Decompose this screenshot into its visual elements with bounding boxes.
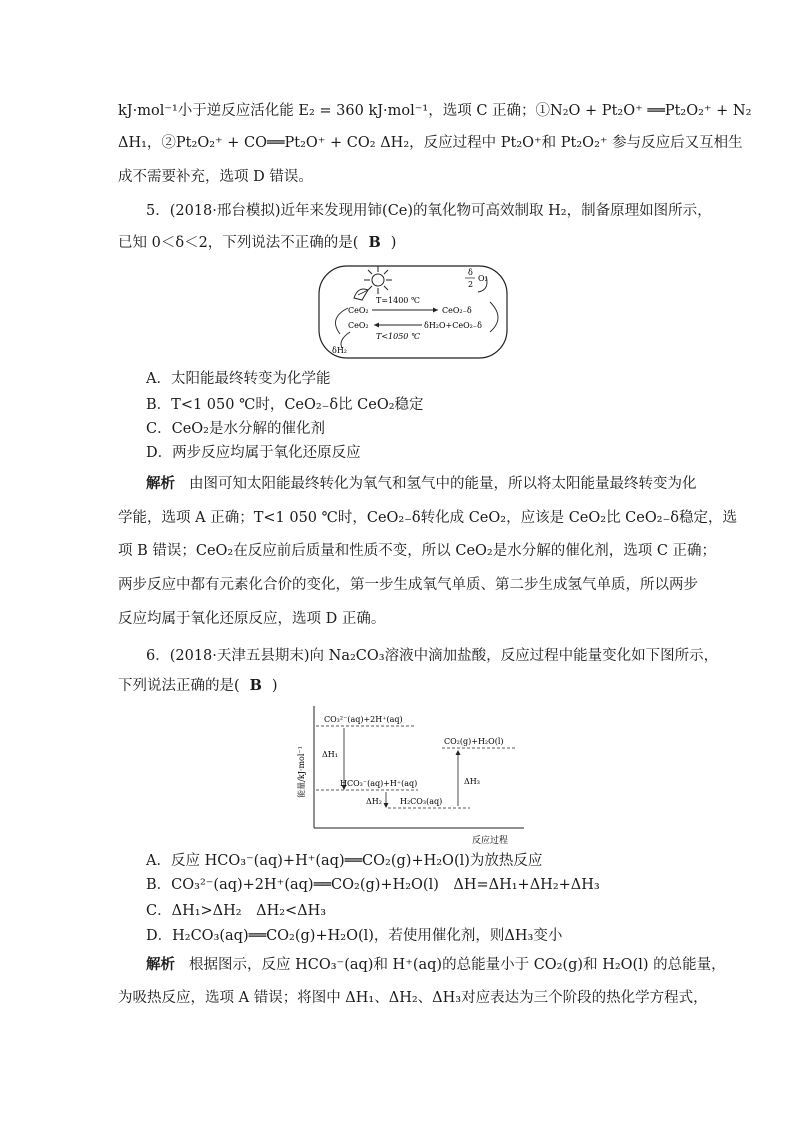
analysis-line: 反应均属于氧化还原反应，选项 D 正确。 [118,611,386,627]
temperature-low-label: T<1050 ℃ [376,332,420,341]
answer-mark: B [368,234,381,251]
cycle-arrow-right [490,302,498,332]
option-c: C．CeO₂是水分解的催化剂 [146,421,325,437]
analysis-text: 根据图示，反应 HCO₃⁻(aq)和 H⁺(aq)的总能量小于 CO₂(g)和 H₂O(l) 的总能量， [189,957,726,973]
level-label: CO₃²⁻(aq)+2H⁺(aq) [324,715,403,724]
option-a: A．反应 HCO₃⁻(aq)+H⁺(aq)══CO₂(g)+H₂O(l)为放热反应 [146,853,543,869]
question-text: 下列说法正确的是( [118,678,240,694]
o2-label: O₂ [478,274,488,283]
solar-dish-icon [354,289,368,300]
arrow-head [456,750,461,755]
option-d: D．H₂CO₃(aq)══CO₂(g)+H₂O(l)，若使用催化剂，则ΔH₃变小 [146,928,563,944]
analysis-text: 由图可知太阳能最终转化为氧气和氢气中的能量，所以将太阳能量最终转变为化 [189,476,697,492]
answer-mark: B [249,677,262,694]
question-5-stem: 5．(2018·邢台模拟)近年来发现用铈(Ce)的氧化物可高效制取 H₂，制备原理如图所示， [146,203,712,219]
temperature-high-label: T=1400 ℃ [376,296,420,305]
o2-fraction-numerator: δ [468,268,473,277]
question-6-stem: 6．(2018·天津五县期末)向 Na₂CO₃溶液中滴加盐酸，反应过程中能量变化如下图所示， [146,648,719,664]
dh3-label: ΔH₃ [464,777,480,786]
arrow-head [433,308,438,313]
ceo2-delta-label: CeO₂₋δ [442,306,472,315]
option-b: B．CO₃²⁻(aq)+2H⁺(aq)══CO₂(g)+H₂O(l) ΔH=ΔH₁+ΔH₂+ΔH₃ [146,877,600,893]
analysis-line: 两步反应中都有元素化合价的变化，第一步生成氧气单质、第二步生成氢气单质，所以两步 [118,577,698,593]
paragraph-line: kJ·mol⁻¹小于逆反应活化能 E₂ = 360 kJ·mol⁻¹，选项 C 正确；①N₂O + Pt₂O⁺ ══Pt₂O₂⁺ + N₂ [118,103,752,119]
analysis-line: 学能，选项 A 正确；T<1 050 ℃时，CeO₂₋δ转化成 CeO₂，应该是 CeO₂比 CeO₂₋δ稳定，选 [118,510,737,526]
x-axis-label: 反应过程 [472,836,509,846]
analysis-line [146,474,706,494]
ceria-cycle-diagram [318,262,510,362]
y-axis-label: 能量/kJ·mol⁻¹ [297,746,306,798]
level-label: H₂CO₃(aq) [400,797,443,806]
level-label: HCO₃⁻(aq)+H⁺(aq) [340,779,418,788]
analysis-line [146,955,726,975]
analysis-line: 项 B 错误；CeO₂在反应前后质量和性质不变，所以 CeO₂是水分解的催化剂，选项 C 正确； [118,543,717,559]
option-c: C．ΔH₁>ΔH₂ ΔH₂<ΔH₃ [146,903,327,919]
dh1-label: ΔH₁ [322,750,338,759]
question-5-stem-line2 [118,233,678,253]
analysis-label: 解析 [146,956,175,973]
question-text: 已知 0＜δ＜2，下列说法不正确的是( [118,235,359,251]
paragraph-line: 成不需要补充，选项 D 错误。 [118,169,313,185]
h2-label: δH₂ [332,346,347,355]
ceo2-bottom-label: CeO₂ [348,321,369,330]
option-a: A．太阳能最终转变为化学能 [146,371,331,387]
option-b: B．T<1 050 ℃时，CeO₂₋δ比 CeO₂稳定 [146,397,424,413]
arrow-head [384,803,389,808]
question-text: ) [390,235,397,251]
analysis-label: 解析 [146,475,175,492]
arrow-head [374,323,379,328]
analysis-line: 为吸热反应，选项 A 错误；将图中 ΔH₁、ΔH₂、ΔH₃对应表达为三个阶段的热化学方程式， [118,990,708,1006]
dh2-label: ΔH₂ [366,797,382,806]
cycle-arrow-left [336,308,349,334]
question-text: ) [271,678,278,694]
products-label: δH₂O+CeO₂₋δ [424,321,482,330]
o2-fraction-denominator: 2 [468,280,474,289]
question-6-stem-line2 [118,676,678,696]
ceo2-label: CeO₂ [348,306,369,315]
paragraph-line: ΔH₁，②Pt₂O₂⁺ + CO══Pt₂O⁺ + CO₂ ΔH₂，反应过程中 Pt₂O⁺和 Pt₂O₂⁺ 参与反应后又互相生 [118,135,743,151]
level-label: CO₂(g)+H₂O(l) [444,737,504,746]
energy-level-diagram [294,702,544,848]
option-d: D．两步反应均属于氧化还原反应 [146,445,361,461]
